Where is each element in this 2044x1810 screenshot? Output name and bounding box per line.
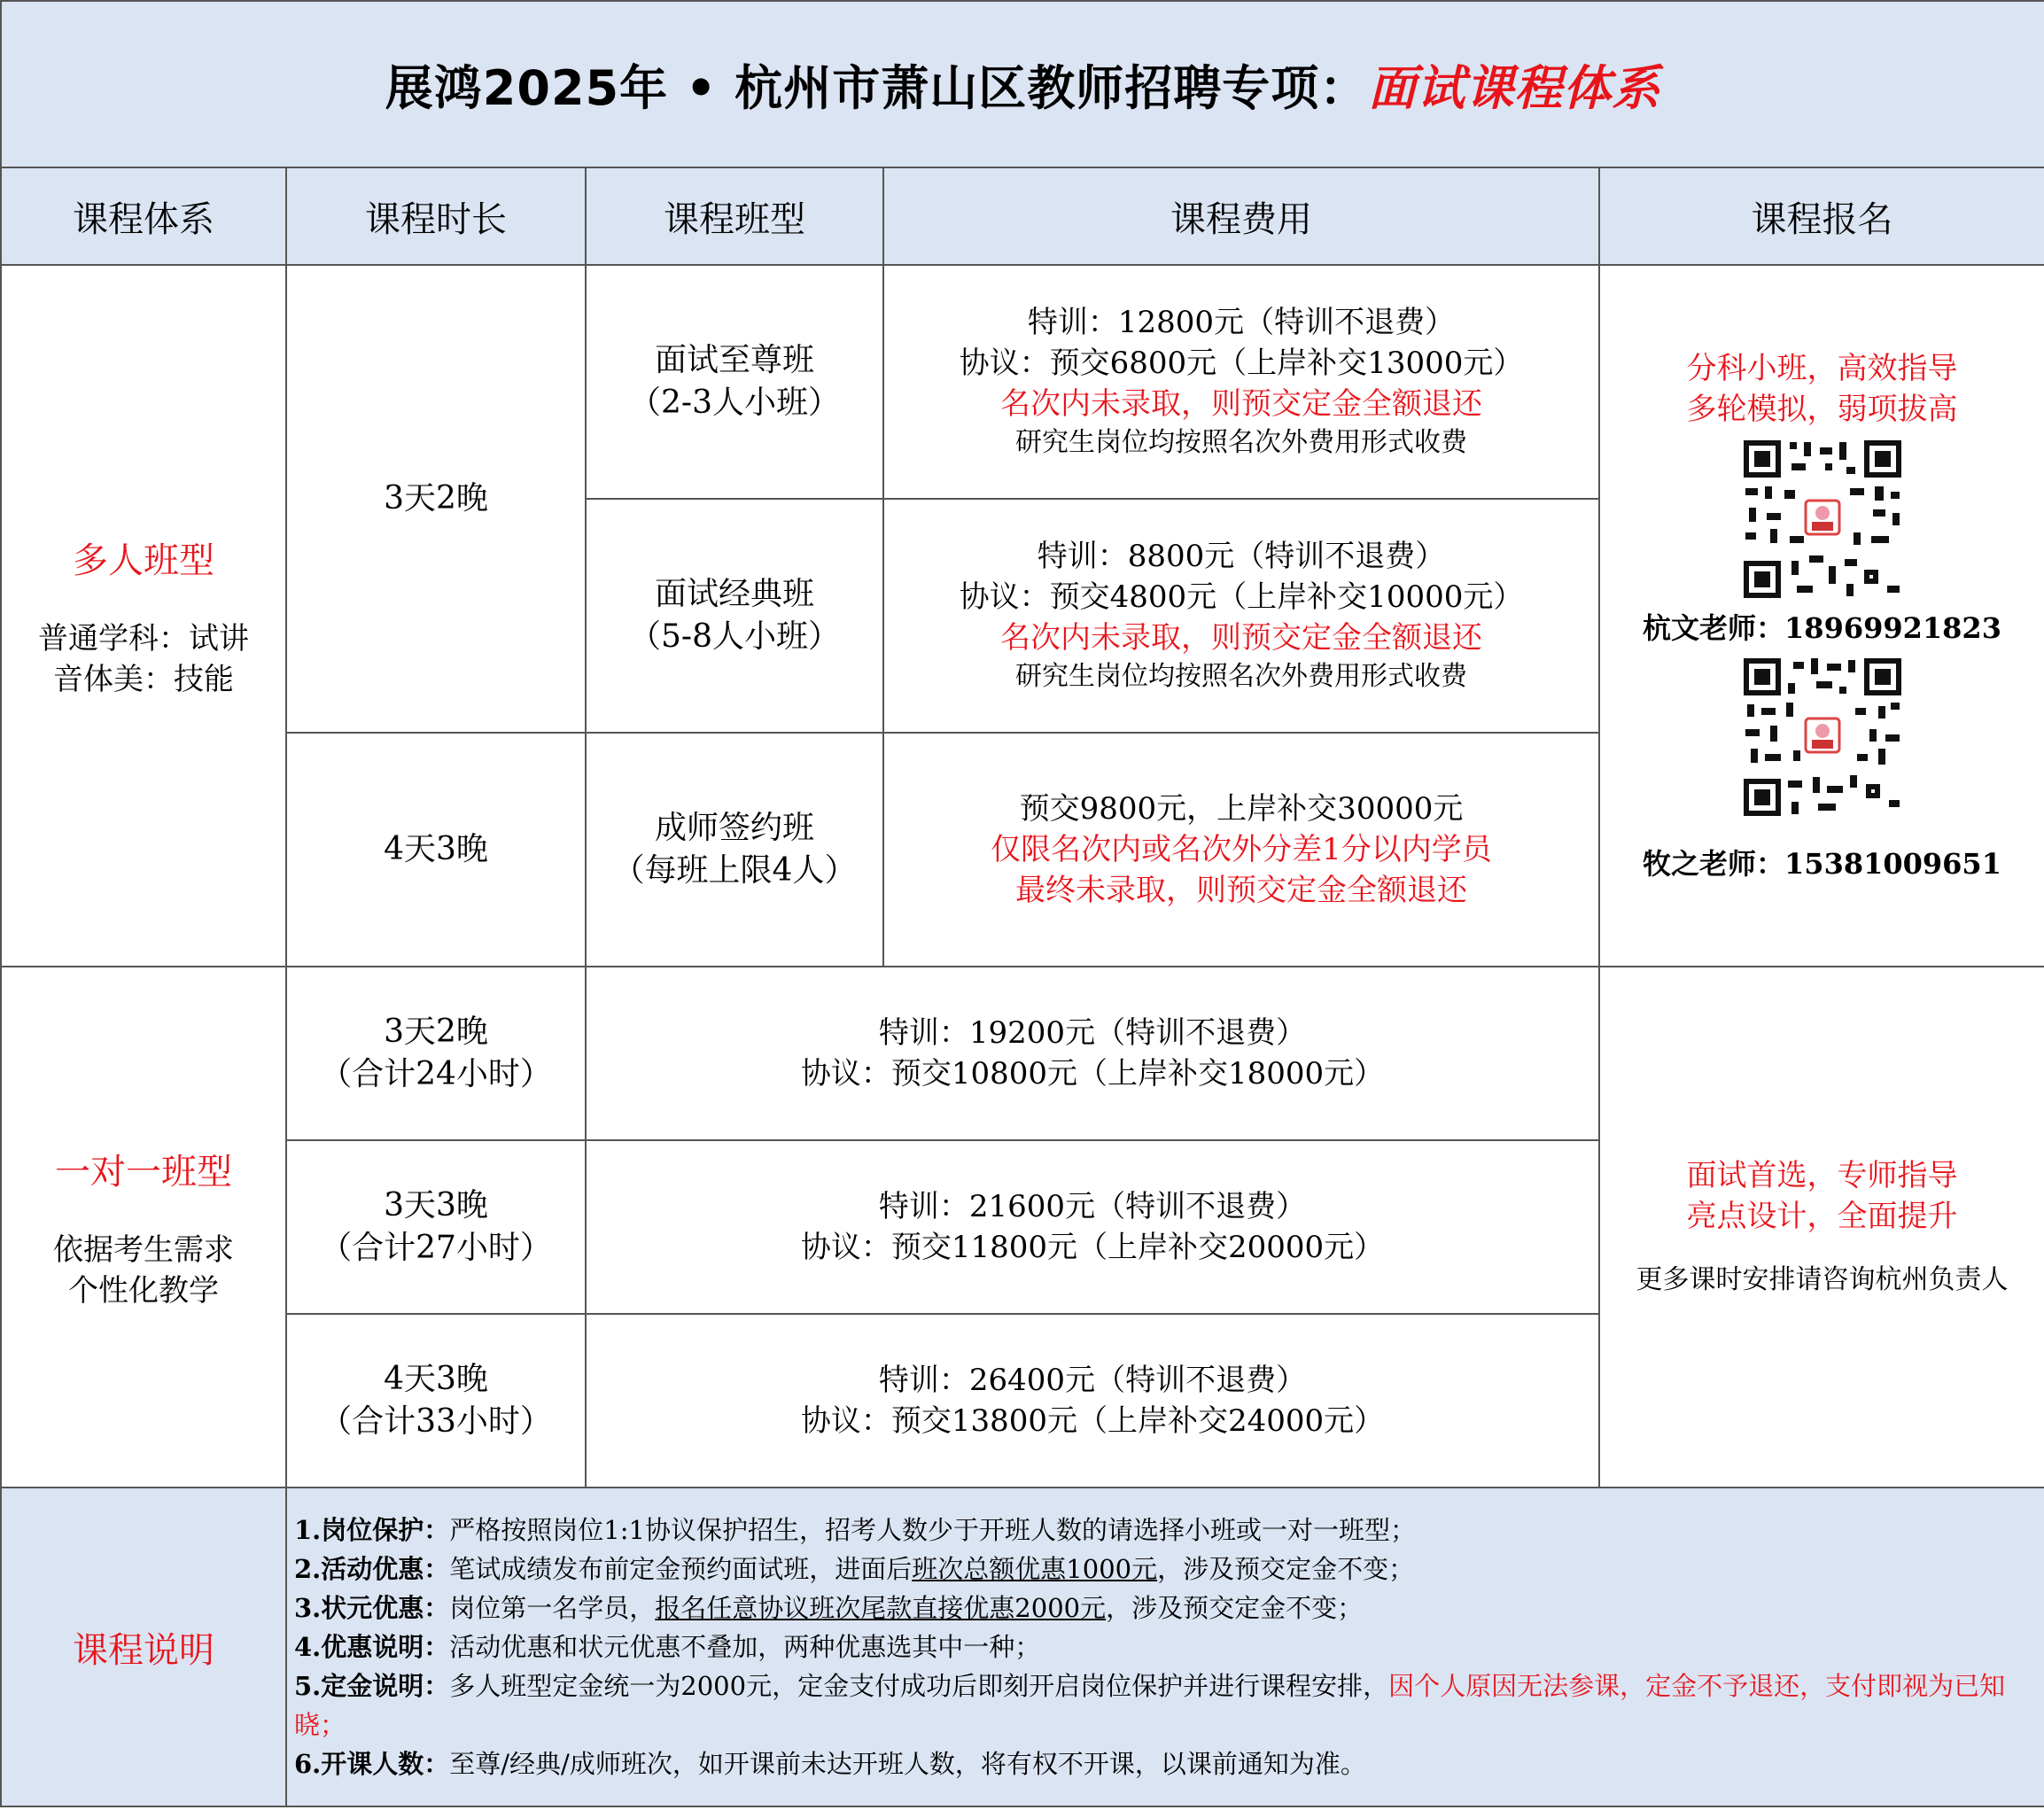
page-title bbox=[1, 1, 2044, 167]
column-header: 课程班型 bbox=[586, 167, 883, 265]
class-size: （每班上限4人） bbox=[612, 852, 857, 889]
fee-cell bbox=[586, 1314, 1599, 1488]
note-text: 严格按照岗位1:1协议保护招生，招考人数少于开班人数的请选择小班或一对一班型； bbox=[449, 1515, 1416, 1545]
class-name: 成师签约班 bbox=[654, 810, 814, 846]
system-subtitle: 依据考生需求 bbox=[53, 1231, 234, 1268]
fee-cell bbox=[883, 733, 1599, 967]
fee-cell bbox=[586, 967, 1599, 1140]
fee-line: 特训：12800元（特训不退费） bbox=[1027, 305, 1456, 340]
signup-note: 更多课时安排请咨询杭州负责人 bbox=[1636, 1264, 2009, 1295]
fee-line-highlight: 最终未录取，则预交定金全额退还 bbox=[1015, 873, 1467, 908]
note-text: 至尊/经典/成师班次，如开课前未达开班人数，将有权不开课，以课前通知为准。 bbox=[449, 1749, 1366, 1779]
note-item bbox=[294, 1666, 2035, 1744]
duration-cell: 4天3晚 bbox=[286, 733, 586, 967]
notes-cell bbox=[286, 1488, 2044, 1806]
fee-line: 特训：26400元（特训不退费） bbox=[878, 1363, 1307, 1398]
fee-note: 研究生岗位均按照名次外费用形式收费 bbox=[1015, 427, 1467, 458]
duration-hours: （合计27小时） bbox=[320, 1230, 552, 1266]
note-text: ，涉及预交定金不变； bbox=[1157, 1554, 1415, 1584]
fee-line: 协议：预交10800元（上岸补交18000元） bbox=[800, 1056, 1385, 1091]
signup-cell-multi bbox=[1599, 265, 2044, 967]
fee-line-highlight: 仅限名次内或名次外分差1分以内学员 bbox=[991, 832, 1492, 867]
note-text: 岗位第一名学员， bbox=[449, 1593, 656, 1623]
note-label: 6.开课人数： bbox=[294, 1749, 450, 1779]
signup-slogan: 亮点设计，全面提升 bbox=[1686, 1199, 1958, 1234]
fee-cell bbox=[586, 1140, 1599, 1314]
duration: 3天2晚 bbox=[384, 1014, 488, 1050]
fee-line: 协议：预交6800元（上岸补交13000元） bbox=[959, 346, 1524, 381]
class-size: （2-3人小班） bbox=[629, 385, 840, 421]
duration-cell bbox=[286, 967, 586, 1140]
system-subtitle: 个性化教学 bbox=[68, 1272, 219, 1309]
class-name: 面试经典班 bbox=[654, 576, 814, 612]
signup-slogan: 面试首选，专师指导 bbox=[1686, 1158, 1958, 1193]
duration: 4天3晚 bbox=[384, 1361, 488, 1397]
note-underlined: 班次总额优惠1000元 bbox=[912, 1554, 1158, 1584]
note-text: 笔试成绩发布前定金预约面试班，进面后 bbox=[449, 1554, 913, 1584]
fee-note: 研究生岗位均按照名次外费用形式收费 bbox=[1015, 661, 1467, 692]
system-title: 一对一班型 bbox=[55, 1151, 232, 1192]
column-header: 课程报名 bbox=[1599, 167, 2044, 265]
fee-line: 特训：19200元（特训不退费） bbox=[878, 1015, 1307, 1051]
column-header-row bbox=[1, 167, 2044, 265]
signup-cell-one bbox=[1599, 967, 2044, 1488]
system-cell-multi bbox=[1, 265, 286, 967]
contact-phone: 杭文老师：18969921823 bbox=[1643, 611, 2001, 645]
note-warning: 因个人原因无法参课，定金不予退还，支付即视为已知晓； bbox=[294, 1671, 2006, 1740]
fee-line-highlight: 名次内未录取，则预交定金全额退还 bbox=[1000, 620, 1482, 656]
system-cell-one bbox=[1, 967, 286, 1488]
column-header: 课程体系 bbox=[1, 167, 286, 265]
duration-hours: （合计24小时） bbox=[320, 1056, 552, 1092]
fee-line: 协议：预交4800元（上岸补交10000元） bbox=[959, 579, 1524, 615]
column-header: 课程时长 bbox=[286, 167, 586, 265]
note-label: 2.活动优惠： bbox=[294, 1554, 450, 1584]
class-cell bbox=[586, 733, 883, 967]
note-item bbox=[294, 1511, 2035, 1550]
fee-line: 预交9800元，上岸补交30000元 bbox=[1019, 791, 1464, 827]
fee-line: 特训：8800元（特训不退费） bbox=[1037, 539, 1446, 574]
signup-slogan: 多轮模拟，弱项拔高 bbox=[1686, 392, 1958, 427]
note-label: 5.定金说明： bbox=[294, 1671, 450, 1701]
qr-code-icon[interactable] bbox=[1740, 437, 1905, 602]
note-text: 多人班型定金统一为2000元，定金支付成功后即刻开启岗位保护并进行课程安排， bbox=[449, 1671, 1389, 1701]
note-item bbox=[294, 1589, 2035, 1627]
fee-line-highlight: 名次内未录取，则预交定金全额退还 bbox=[1000, 386, 1482, 422]
fee-cell bbox=[883, 499, 1599, 733]
note-item bbox=[294, 1744, 2035, 1783]
title-main: 展鸿2025年 • 杭州市萧山区教师招聘专项： bbox=[385, 59, 1369, 116]
note-item bbox=[294, 1550, 2035, 1589]
column-header: 课程费用 bbox=[883, 167, 1599, 265]
note-text: ，涉及预交定金不变； bbox=[1106, 1593, 1364, 1623]
fee-cell bbox=[883, 265, 1599, 499]
fee-line: 协议：预交13800元（上岸补交24000元） bbox=[800, 1403, 1385, 1439]
contact-phone: 牧之老师：15381009651 bbox=[1643, 847, 2001, 881]
duration-hours: （合计33小时） bbox=[320, 1403, 552, 1440]
notes-label: 课程说明 bbox=[1, 1488, 286, 1806]
system-subtitle: 音体美：技能 bbox=[53, 661, 234, 697]
duration-cell bbox=[286, 1140, 586, 1314]
qr-code-icon[interactable] bbox=[1740, 655, 1905, 820]
class-cell bbox=[586, 265, 883, 499]
note-label: 4.优惠说明： bbox=[294, 1632, 450, 1662]
note-item bbox=[294, 1627, 2035, 1666]
system-subtitle: 普通学科：试讲 bbox=[38, 620, 249, 656]
note-underlined: 报名任意协议班次尾款直接优惠2000元 bbox=[655, 1593, 1107, 1623]
system-title: 多人班型 bbox=[73, 540, 214, 581]
title-highlight: 面试课程体系 bbox=[1368, 58, 1661, 116]
duration-cell bbox=[286, 1314, 586, 1488]
class-name: 面试至尊班 bbox=[654, 342, 814, 378]
duration-cell: 3天2晚 bbox=[286, 265, 586, 733]
fee-line: 特训：21600元（特训不退费） bbox=[878, 1189, 1307, 1224]
fee-line: 协议：预交11800元（上岸补交20000元） bbox=[800, 1230, 1385, 1265]
note-label: 3.状元优惠： bbox=[294, 1593, 450, 1623]
class-cell bbox=[586, 499, 883, 733]
note-text: 活动优惠和状元优惠不叠加，两种优惠选其中一种； bbox=[449, 1632, 1041, 1662]
signup-slogan: 分科小班，高效指导 bbox=[1686, 351, 1958, 386]
class-size: （5-8人小班） bbox=[629, 618, 840, 655]
note-label: 1.岗位保护： bbox=[294, 1515, 450, 1545]
duration: 3天3晚 bbox=[384, 1187, 488, 1223]
